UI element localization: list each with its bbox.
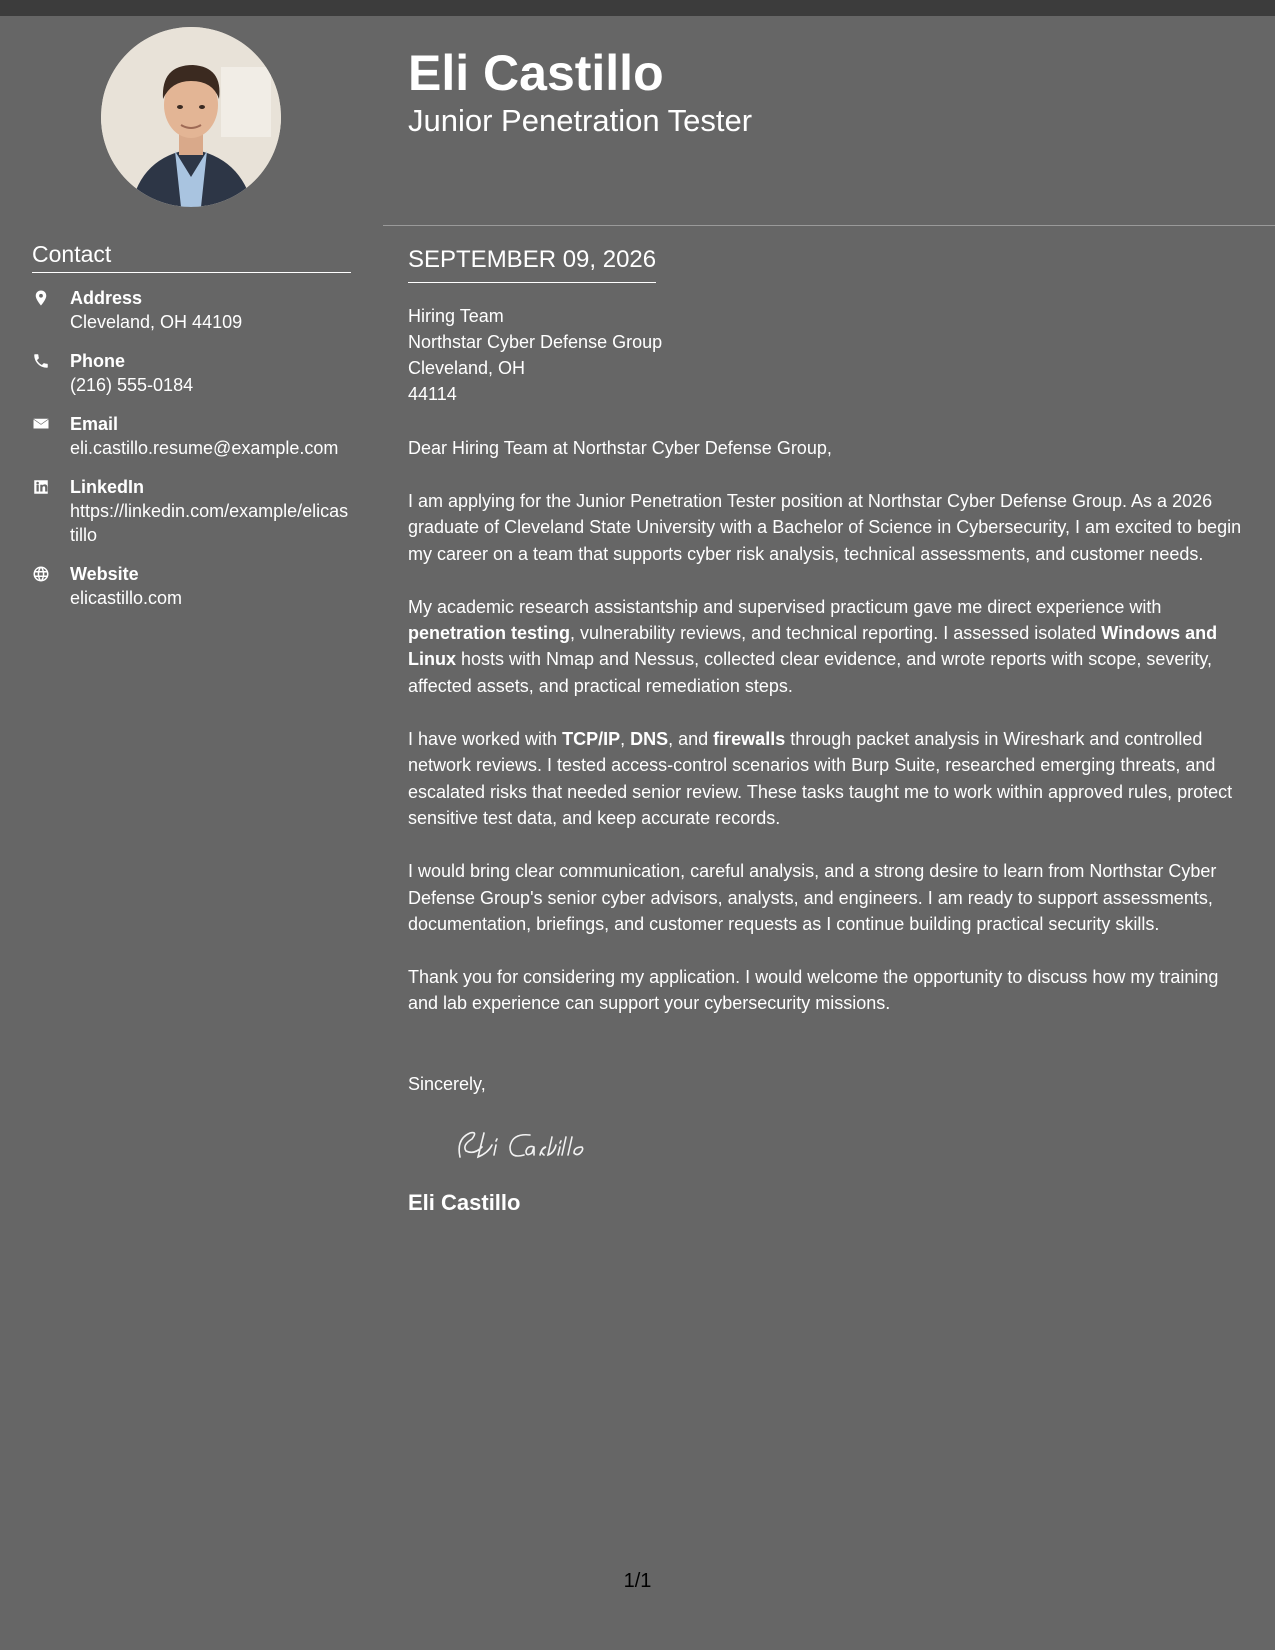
page-number: 1/1 — [623, 1570, 652, 1592]
contact-value-address: Cleveland, OH 44109 — [70, 312, 243, 332]
paragraph-1: I am applying for the Junior Penetration Tester position at Northstar Cyber Defense Group. As a 2026 graduate of Cleveland State University with a Bachelor of Science in Cybersecurity, I am excited to begin my career on a team that supports cyber risk analysis, technical assessments, and customer needs. — [408, 491, 1242, 564]
phone-icon — [32, 349, 70, 370]
paragraph-5: Thank you for considering my application. I would welcome the opportunity to discuss how my training and lab experience can support your cybersecurity missions. — [408, 967, 1219, 1014]
recipient-line: Northstar Cyber Defense Group — [408, 332, 663, 352]
recipient-line: Cleveland, OH — [408, 358, 526, 378]
salutation: Dear Hiring Team at Northstar Cyber Defense Group, — [408, 438, 832, 458]
recipient-line: 44114 — [408, 384, 457, 404]
contact-label: LinkedIn — [70, 477, 145, 497]
text-run: through packet analysis in Wireshark and controlled network reviews. I tested access-control scenarios with Burp Suite, researched emerging threats, and escalated risks that needed senior review. These tasks taught me to work within approved rules, protect sensitive test data, and keep accurate records. — [408, 729, 1233, 828]
contact-label: Website — [70, 564, 139, 584]
contact-item-address — [32, 286, 352, 334]
recipient-block — [408, 303, 1253, 407]
letter-date: SEPTEMBER 09, 2026 — [408, 244, 656, 283]
header-name: Eli Castillo — [408, 45, 664, 101]
bold-run: penetration testing — [408, 623, 571, 644]
linkedin-icon — [32, 475, 70, 496]
contact-item-website — [32, 562, 352, 610]
contact-value-phone: (216) 555-0184 — [70, 375, 194, 395]
map-pin-icon — [32, 286, 70, 307]
contact-label: Phone — [70, 351, 126, 371]
avatar-portrait-icon — [101, 27, 281, 207]
email-icon — [32, 412, 70, 433]
contact-item-linkedin — [32, 475, 352, 547]
header-divider — [383, 225, 1275, 226]
paragraph-2 — [408, 594, 1253, 699]
text-run: , vulnerability reviews, and technical reporting. I assessed isolated — [570, 623, 1102, 644]
bold-run: DNS — [630, 729, 669, 750]
text-run: hosts with Nmap and Nessus, collected clear evidence, and wrote reports with scope, severity, affected assets, and practical remediation steps. — [408, 649, 1213, 696]
bold-run: firewalls — [713, 729, 786, 750]
closing: Sincerely, — [408, 1073, 486, 1094]
contact-item-phone — [32, 349, 352, 397]
contact-value-website[interactable]: elicastillo.com — [70, 588, 183, 608]
cover-letter — [408, 244, 1253, 1217]
top-bar — [0, 0, 1275, 16]
contact-item-email — [32, 412, 352, 460]
contact-value-linkedin[interactable]: https://linkedin.com/example/elicastillo — [70, 501, 349, 545]
text-run: , and — [668, 729, 714, 750]
paragraph-4: I would bring clear communication, careful analysis, and a strong desire to learn from Northstar Cyber Defense Group's senior cyber advisors, analysts, and engineers. I am ready to support assessments, documentation, briefings, and customer requests as I continue building practical security skills. — [408, 861, 1217, 934]
recipient-line: Hiring Team — [408, 306, 504, 326]
signer-name: Eli Castillo — [408, 1189, 521, 1215]
text-run: I have worked with — [408, 729, 563, 750]
contact-list — [32, 286, 352, 625]
contact-value-email[interactable]: eli.castillo.resume@example.com — [70, 438, 339, 458]
bold-run: Windows and Linux — [408, 623, 1218, 670]
signature — [448, 1119, 638, 1169]
contact-label: Email — [70, 414, 119, 434]
bold-run: TCP/IP — [562, 729, 621, 750]
text-run: My academic research assistantship and supervised practicum gave me direct experience with — [408, 596, 1162, 617]
globe-icon — [32, 562, 70, 583]
header-job-title: Junior Penetration Tester — [408, 103, 753, 138]
contact-heading: Contact — [32, 241, 351, 273]
avatar — [101, 27, 281, 207]
paragraph-3 — [408, 726, 1253, 831]
contact-label: Address — [70, 288, 143, 308]
sidebar — [0, 16, 383, 1650]
text-run: , — [620, 729, 631, 750]
